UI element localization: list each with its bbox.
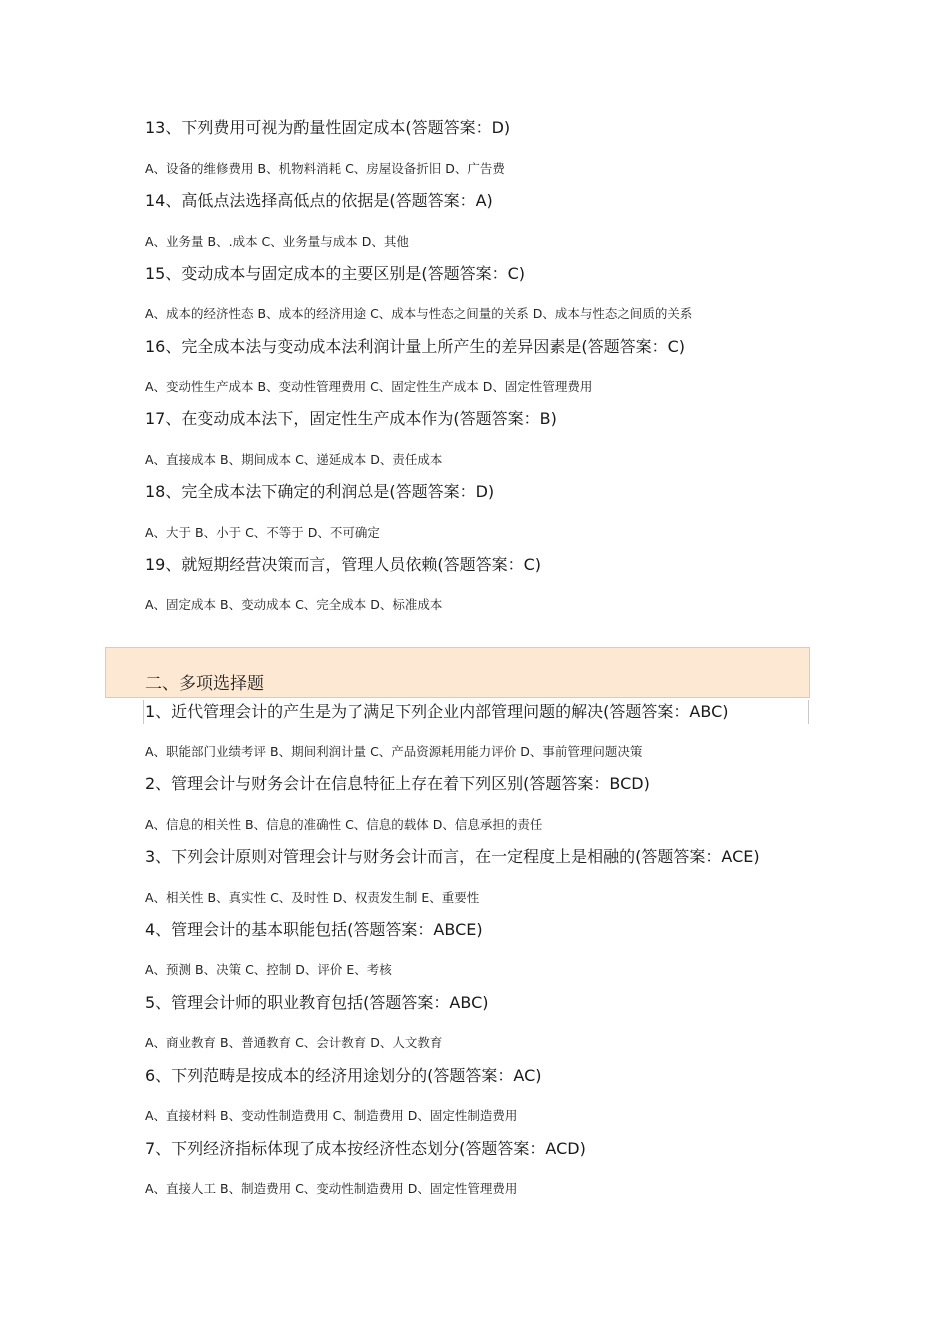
mc-options-7: A、直接人工 B、制造费用 C、变动性制造费用 D、固定性管理费用 (145, 1181, 518, 1196)
mc-question-1: 1、近代管理会计的产生是为了满足下列企业内部管理问题的解决(答题答案：ABC) (145, 702, 729, 721)
question-16: 16、完全成本法与变动成本法利润计量上所产生的差异因素是(答题答案：C) (145, 337, 686, 356)
section-title: 二、多项选择题 (145, 674, 264, 694)
mc-question-6: 6、下列范畴是按成本的经济用途划分的(答题答案：AC) (145, 1066, 542, 1085)
mc-question-3: 3、下列会计原则对管理会计与财务会计而言，在一定程度上是相融的(答题答案：ACE) (145, 847, 760, 866)
mc-options-5: A、商业教育 B、普通教育 C、会计教育 D、人文教育 (145, 1035, 443, 1050)
options-15: A、成本的经济性态 B、成本的经济用途 C、成本与性态之间量的关系 D、成本与性态之间质的关系 (145, 306, 693, 321)
mc-question-7: 7、下列经济指标体现了成本按经济性态划分(答题答案：ACD) (145, 1139, 586, 1158)
options-17: A、直接成本 B、期间成本 C、递延成本 D、责任成本 (145, 452, 443, 467)
options-18: A、大于 B、小于 C、不等于 D、不可确定 (145, 525, 380, 540)
table-border-left (143, 700, 144, 724)
options-14: A、业务量 B、.成本 C、业务量与成本 D、其他 (145, 234, 409, 249)
question-19: 19、就短期经营决策而言，管理人员依赖(答题答案：C) (145, 555, 542, 574)
options-19: A、固定成本 B、变动成本 C、完全成本 D、标准成本 (145, 597, 443, 612)
question-14: 14、高低点法选择高低点的依据是(答题答案：A) (145, 191, 493, 210)
table-border-right (808, 700, 809, 724)
mc-options-2: A、信息的相关性 B、信息的准确性 C、信息的载体 D、信息承担的责任 (145, 817, 543, 832)
mc-question-5: 5、管理会计师的职业教育包括(答题答案：ABC) (145, 993, 489, 1012)
mc-question-4: 4、管理会计的基本职能包括(答题答案：ABCE) (145, 920, 483, 939)
question-17: 17、在变动成本法下，固定性生产成本作为(答题答案：B) (145, 409, 557, 428)
options-16: A、变动性生产成本 B、变动性管理费用 C、固定性生产成本 D、固定性管理费用 (145, 379, 593, 394)
question-15: 15、变动成本与固定成本的主要区别是(答题答案：C) (145, 264, 526, 283)
mc-options-1: A、职能部门业绩考评 B、期间利润计量 C、产品资源耗用能力评价 D、事前管理问题决策 (145, 744, 643, 759)
question-18: 18、完全成本法下确定的利润总是(答题答案：D) (145, 482, 495, 501)
mc-options-6: A、直接材料 B、变动性制造费用 C、制造费用 D、固定性制造费用 (145, 1108, 518, 1123)
question-13: 13、下列费用可视为酌量性固定成本(答题答案：D) (145, 118, 511, 137)
options-13: A、设备的维修费用 B、机物料消耗 C、房屋设备折旧 D、广告费 (145, 161, 505, 176)
mc-options-3: A、相关性 B、真实性 C、及时性 D、权责发生制 E、重要性 (145, 890, 480, 905)
mc-question-2: 2、管理会计与财务会计在信息特征上存在着下列区别(答题答案：BCD) (145, 774, 650, 793)
mc-options-4: A、预测 B、决策 C、控制 D、评价 E、考核 (145, 962, 392, 977)
